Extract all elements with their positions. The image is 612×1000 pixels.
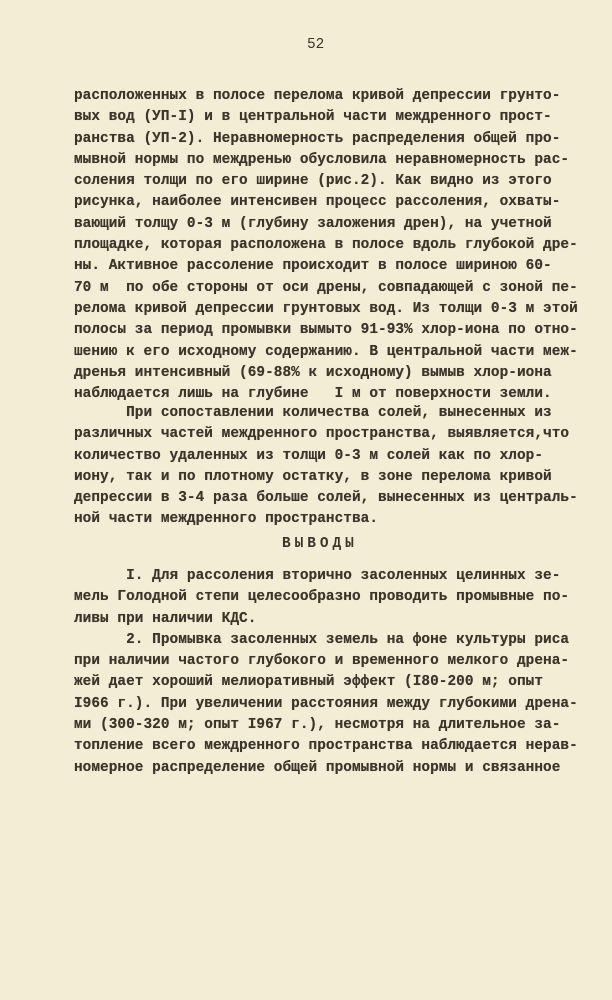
text-line: 70 м по обе стороны от оси дрены, совпадающей с зоной пе- <box>74 279 578 296</box>
text-line: ной части междренного пространства. <box>74 511 379 528</box>
text-line: различных частей междренного пространства, выявляется,что <box>74 426 570 443</box>
text-line: I. Для рассоления вторично засоленных целинных зе- <box>74 568 561 584</box>
text-line: ны. Активное рассоление происходит в полосе шириною 60- <box>74 258 552 275</box>
text-line: мывной нормы по междренью обусловила неравномерность рас- <box>74 151 570 168</box>
text-line: депрессии в 3-4 раза больше солей, вынесенных из централь- <box>74 490 578 507</box>
text-line: иону, так и по плотному остатку, в зоне перелома кривой <box>74 468 552 485</box>
text-line: жей дает хороший мелиоративный эффект (I80-200 м; опыт <box>74 674 544 691</box>
text-line: I966 г.). При увеличении расстояния между глубокими дрена- <box>74 695 578 712</box>
text-line: релома кривой депрессии грунтовых вод. Из толщи 0-3 м этой <box>74 300 578 317</box>
text-line: соления толщи по его ширине (рис.2). Как видно из этого <box>74 173 552 190</box>
paragraph-1 <box>74 86 578 405</box>
text-line: мель Голодной степи целесообразно проводить промывные по- <box>74 589 570 606</box>
text-line: дренья интенсивный (69-88% к исходному) вымыв хлор-иона <box>74 364 552 381</box>
text-line: при наличии частого глубокого и временного мелкого дрена- <box>74 653 570 670</box>
text-line: расположенных в полосе перелома кривой депрессии грунто- <box>74 88 561 104</box>
conclusions-list <box>74 566 578 779</box>
text-line: 2. Промывка засоленных земель на фоне культуры риса <box>74 631 570 648</box>
text-line: вых вод (УП-I) и в центральной части междренного прост- <box>74 109 552 126</box>
text-line: номерное распределение общей промывной нормы и связанное <box>74 759 561 776</box>
text-line: наблюдается лишь на глубине I м от поверхности земли. <box>74 386 552 403</box>
text-line: вающий толщу 0-3 м (глубину заложения дрен), на учетной <box>74 215 552 232</box>
text-line: При сопоставлении количества солей, вынесенных из <box>74 405 552 421</box>
text-line: ми (300-320 м; опыт I967 г.), несмотря на длительное за- <box>74 717 561 734</box>
paragraph-2 <box>74 403 578 531</box>
page-number: 52 <box>307 37 325 53</box>
text-line: рисунка, наиболее интенсивен процесс рассоления, охваты- <box>74 194 561 211</box>
text-line: количество удаленных из толщи 0-3 м солей как по хлор- <box>74 447 544 464</box>
text-line: шению к его исходному содержанию. В центральной части меж- <box>74 343 578 360</box>
text-line: ливы при наличии КДС. <box>74 610 257 627</box>
text-line: площадке, которая расположена в полосе вдоль глубокой дре- <box>74 237 578 254</box>
text-line: топление всего междренного пространства наблюдается нерав- <box>74 738 578 755</box>
text-line: ранства (УП-2). Неравномерность распределения общей про- <box>74 130 561 147</box>
text-line: полосы за период промывки вымыто 91-93% хлор-иона по отно- <box>74 322 578 339</box>
section-heading: ВЫВОДЫ <box>282 536 358 552</box>
